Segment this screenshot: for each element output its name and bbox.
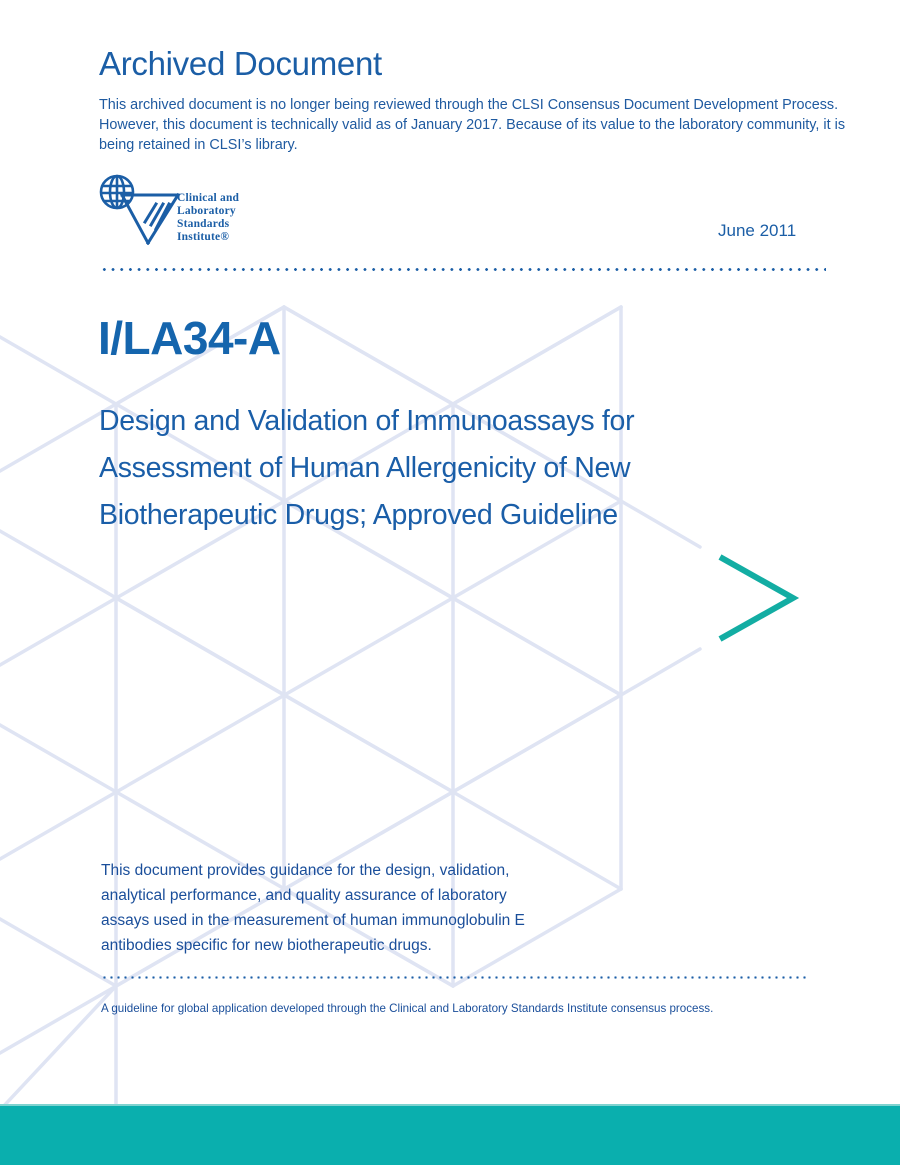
title-line: Design and Validation of Immunoassays for (99, 405, 635, 437)
document-summary (101, 858, 581, 958)
summary-line: This document provides guidance for the design, validation, (101, 862, 510, 879)
dotted-divider-bottom (101, 976, 807, 979)
archived-document-heading: Archived Document (99, 45, 382, 82)
summary-line: assays used in the measurement of human immunoglobulin E (101, 912, 525, 929)
document-code: I/LA34-A (98, 312, 281, 364)
logo-line: Laboratory (177, 205, 236, 217)
archived-document-notice: This archived document is no longer being reviewed through the CLSI Consensus Document Development Process. However, this document is technically valid as of January 2017. Because of its value to the laboratory community, it is being retained in CLSI’s library. (99, 97, 846, 153)
document-title (99, 398, 799, 539)
summary-line: analytical performance, and quality assurance of laboratory (101, 887, 507, 904)
logo-line: Institute® (177, 231, 230, 243)
clsi-logo-icon (96, 170, 186, 250)
chevron-right-icon (715, 552, 800, 644)
clsi-logo-wordmark (177, 192, 239, 244)
summary-line: antibodies specific for new biotherapeutic drugs. (101, 937, 432, 954)
guideline-footnote: A guideline for global application developed through the Clinical and Laboratory Standards Institute consensus process. (101, 1002, 714, 1015)
footer-teal-bar (0, 1106, 900, 1165)
publication-date: June 2011 (718, 221, 797, 240)
logo-line: Standards (177, 218, 230, 230)
dotted-divider-top (100, 268, 826, 271)
title-line: Biotherapeutic Drugs; Approved Guideline (99, 499, 618, 531)
logo-line: Clinical and (177, 192, 240, 204)
title-line: Assessment of Human Allergenicity of New (99, 452, 631, 484)
